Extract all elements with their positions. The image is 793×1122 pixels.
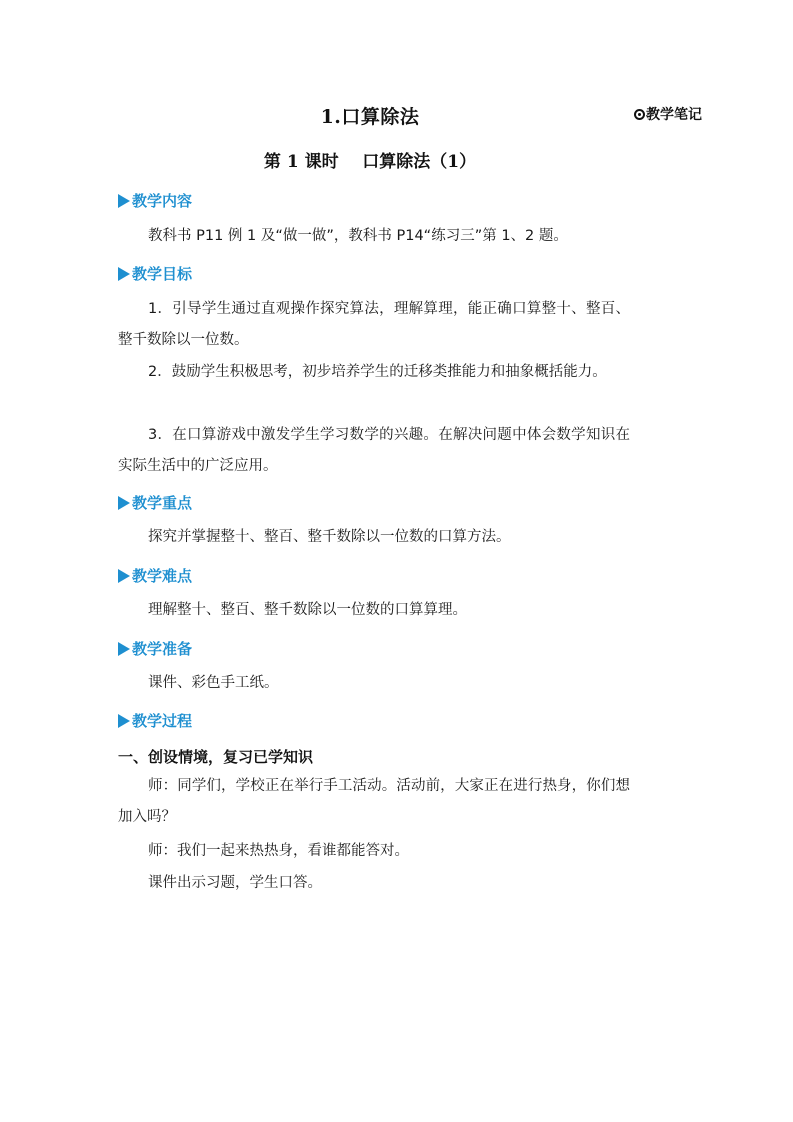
page-title: 1.口算除法	[320, 106, 420, 128]
triangle-bullet-icon	[118, 194, 130, 208]
section-heading-text: 教学难点	[132, 567, 193, 585]
goal-item-2: 2．鼓励学生积极思考，初步培养学生的迁移类推能力和抽象概括能力。	[148, 364, 607, 380]
section-heading-goals	[118, 263, 192, 284]
section-heading-text: 教学过程	[132, 712, 193, 730]
triangle-bullet-icon	[118, 569, 130, 583]
section-heading-difficulties	[118, 565, 192, 586]
circle-bullet-icon	[634, 109, 645, 120]
section-heading-text: 教学准备	[132, 640, 193, 658]
triangle-bullet-icon	[118, 496, 130, 510]
key-points-paragraph: 探究并掌握整十、整百、整千数除以一位数的口算方法。	[148, 529, 511, 545]
triangle-bullet-icon	[118, 267, 130, 281]
process-paragraph-3: 课件出示习题，学生口答。	[148, 875, 322, 891]
content-paragraph: 教科书 P11 例 1 及“做一做”，教科书 P14“练习三”第 1、2 题。	[148, 228, 568, 244]
teaching-notes-label	[634, 104, 702, 124]
triangle-bullet-icon	[118, 642, 130, 656]
section-heading-preparation	[118, 638, 192, 659]
section-heading-text: 教学内容	[132, 192, 193, 210]
section-heading-key-points	[118, 492, 192, 513]
goal-item-3: 3．在口算游戏中激发学生学习数学的兴趣。在解决问题中体会数学知识在实际生活中的广泛应用。	[118, 427, 630, 474]
process-paragraph-1: 师：同学们，学校正在举行手工活动。活动前，大家正在进行热身，你们想加入吗？	[118, 778, 630, 825]
process-step-1-title: 一、创设情境，复习已学知识	[118, 748, 314, 766]
process-paragraph-2: 师：我们一起来热热身，看谁都能答对。	[148, 843, 409, 859]
notes-label-text: 教学笔记	[646, 107, 702, 123]
goal-item-1: 1．引导学生通过直观操作探究算法，理解算理，能正确口算整十、整百、整千数除以一位数。	[118, 301, 630, 348]
triangle-bullet-icon	[118, 714, 130, 728]
section-heading-process	[118, 710, 192, 731]
section-heading-text: 教学重点	[132, 494, 193, 512]
section-heading-text: 教学目标	[132, 265, 193, 283]
lesson-subtitle: 第 1 课时 口算除法（1）	[263, 152, 477, 172]
preparation-paragraph: 课件、彩色手工纸。	[148, 675, 279, 691]
difficulties-paragraph: 理解整十、整百、整千数除以一位数的口算算理。	[148, 602, 467, 618]
section-heading-content	[118, 190, 192, 211]
